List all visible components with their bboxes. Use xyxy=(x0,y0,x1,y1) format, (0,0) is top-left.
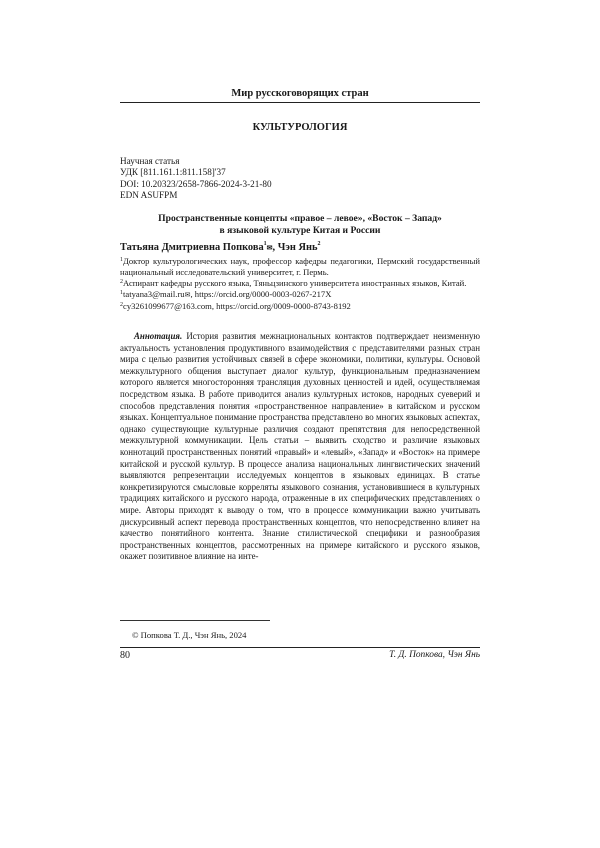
udk-code: УДК [811.161.1:811.158]'37 xyxy=(120,167,226,178)
journal-header: Мир русскоговорящих стран xyxy=(120,88,480,103)
title-line-2: в языковой культуре Китая и России xyxy=(219,225,381,236)
author-1-sup: 1 xyxy=(263,241,267,247)
article-title xyxy=(120,213,480,237)
affiliation-1: $^1$Доктор культурологических наук, профессор кафедры педагогики, Пермский государственный национальный исследовательский университет, г. Пермь. xyxy=(120,256,480,277)
abstract xyxy=(120,331,480,563)
doi: DOI: 10.20323/2658-7866-2024-3-21-80 xyxy=(120,178,272,189)
affiliation-2: $^2$Аспирант кафедры русского языка, Тяньцзинского университета иностранных языков, Китай. xyxy=(120,278,467,288)
section-title: КУЛЬТУРОЛОГИЯ xyxy=(252,122,348,133)
article-meta xyxy=(120,156,272,202)
authors xyxy=(120,242,320,253)
copyright-divider xyxy=(120,620,270,621)
edn: EDN ASUFPM xyxy=(120,190,178,201)
page-number: 80 xyxy=(120,650,130,661)
abstract-text: История развития межнациональных контактов подтверждает неизменную актуальность установления продуктивного взаимодействия с представителями разных стран мира с целью развития устойчивых связей в сфере экономики, политики, культуры. Основой межкультурного общения выступает диалог культур, функциональным предназначением которого является многосторонняя трансляция духовных ценностей и идей, осуществляемая посредством языка. В работе приводится анализ культурных истоков, народных суеверий и способов представления понятия «пространственное направление» в китайском и русском языках. Концептуальное понимание пространства представлено во многих языковых аспектах, однако существующие культурные различия создают препятствия для непосредственной межкультурной коммуникации. Цель статьи – выявить сходство и различие языковых коннотаций пространственных понятий «правый» и «левый», «Запад» и «Восток» на примере китайской и русской культур. В процессе анализа национальных лингвистических значений выявляются репрезентации исследуемых концептов в языковых единицах. В статье конкретизируются смысловые корреляты языкового сознания, установившиеся в культурных традициях китайского и русского народа, отраженные в их специфических представлениях о мире. Авторы приходят к выводу о том, что в процессе коммуникации важно учитывать дискурсивный аспект перевода пространственных концептов, что непосредственно влияет на качество понятийного контента. Знание стилистической специфики и разнообразия пространственных концептов, рассмотренных на примере китайского и русского языков, окажет позитивное влияние на инте- xyxy=(120,331,481,562)
author-separator: , xyxy=(272,242,278,253)
author-2-name: Чэн Янь xyxy=(277,242,318,253)
contact-1: $^1$tatyana3@mail.ru✉, https://orcid.org/0000-0003-0267-217X xyxy=(120,289,332,299)
article-page xyxy=(120,0,480,848)
orcid-link[interactable]: , https://orcid.org/0000-0003-0267-217X xyxy=(190,289,332,299)
affiliations xyxy=(120,256,480,312)
running-authors: Т. Д. Попкова, Чэн Янь xyxy=(389,650,480,660)
email-link[interactable]: tatyana3@mail.ru xyxy=(123,289,185,299)
author-2-sup: 2 xyxy=(317,241,321,247)
contact-2: $^2$cy3261099677@163.com, https://orcid.org/0009-0000-8743-8192 xyxy=(120,301,351,311)
envelope-icon: ✉ xyxy=(266,244,273,252)
contact-2-text[interactable]: cy3261099677@163.com, https://orcid.org/0009-0000-8743-8192 xyxy=(123,301,351,311)
author-1-name: Татьяна Дмитриевна Попкова xyxy=(120,242,264,253)
article-type: Научная статья xyxy=(120,156,180,166)
title-line-1: Пространственные концепты «правое – левое», «Восток – Запад» xyxy=(158,213,442,224)
copyright: © Попкова Т. Д., Чэн Янь, 2024 xyxy=(132,630,247,640)
envelope-icon: ✉ xyxy=(184,291,191,299)
footer-divider xyxy=(120,647,480,648)
abstract-label: Аннотация. xyxy=(134,331,183,341)
